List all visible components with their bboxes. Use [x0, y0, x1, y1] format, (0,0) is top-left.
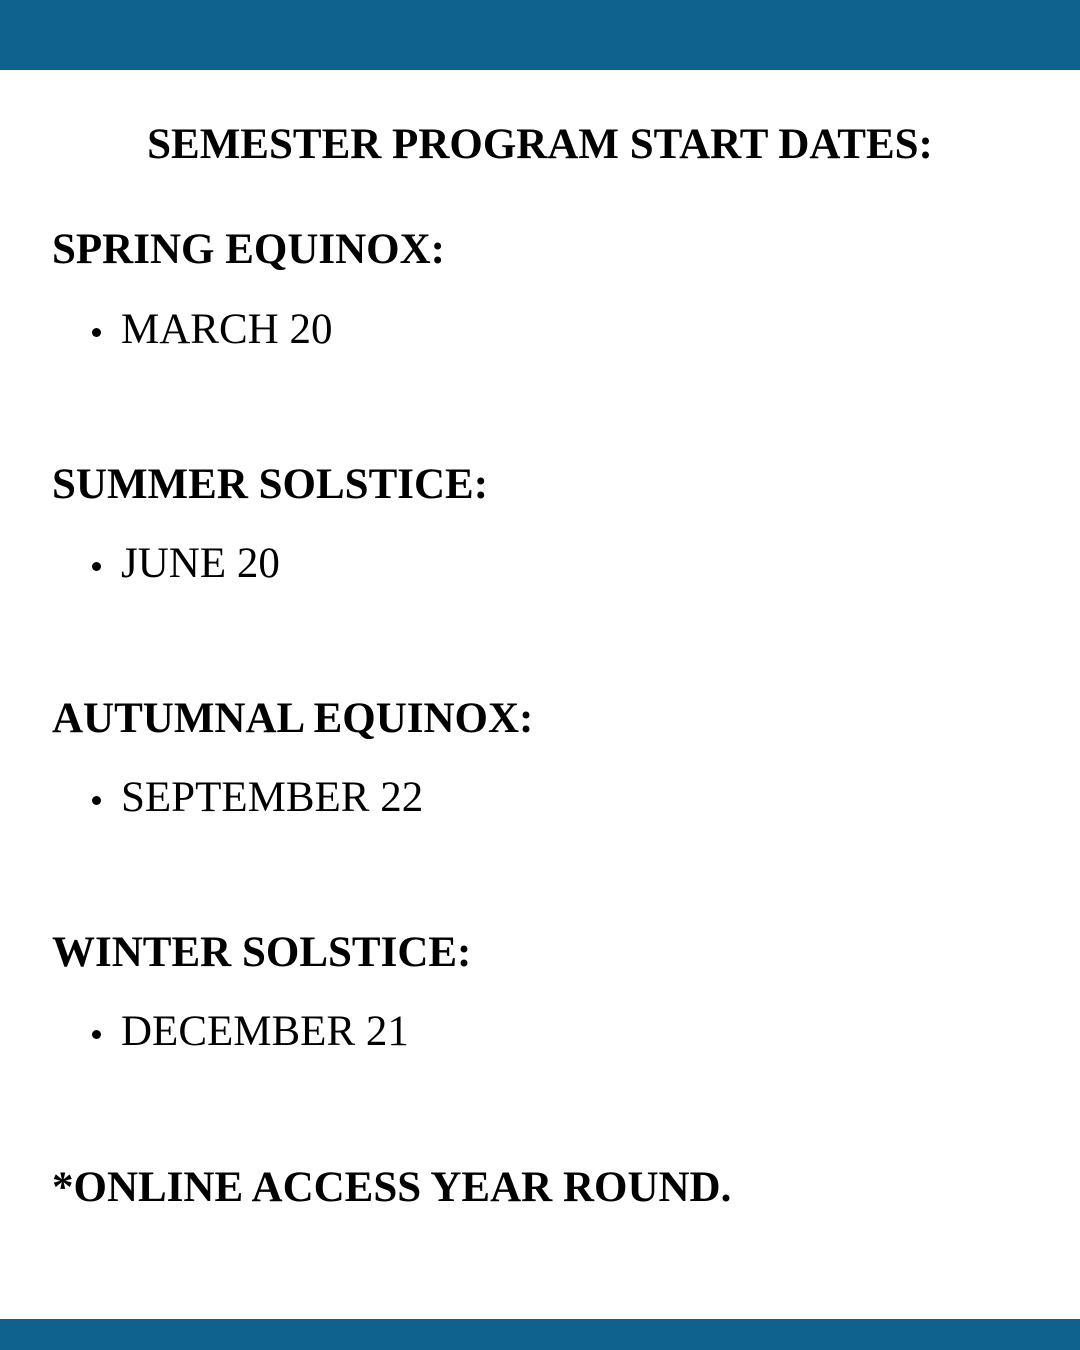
bullet-icon: [92, 328, 101, 337]
list-item-winter-date: [92, 1007, 409, 1057]
section-heading-summer: SUMMER SOLSTICE:: [52, 461, 489, 508]
section-heading-spring: SPRING EQUINOX:: [52, 226, 446, 273]
bottom-color-band: [0, 1319, 1080, 1350]
section-heading-autumnal: AUTUMNAL EQUINOX:: [52, 695, 534, 742]
footnote: *ONLINE ACCESS YEAR ROUND.: [52, 1164, 732, 1211]
date-text: SEPTEMBER 22: [121, 774, 424, 821]
bullet-icon: [92, 1030, 101, 1039]
list-item-autumnal-date: [92, 773, 423, 823]
section-heading-winter: WINTER SOLSTICE:: [52, 929, 472, 976]
date-text: DECEMBER 21: [121, 1008, 409, 1055]
bullet-icon: [92, 796, 101, 805]
list-item-summer-date: [92, 539, 280, 589]
page-title: SEMESTER PROGRAM START DATES:: [147, 121, 933, 168]
bullet-icon: [92, 562, 101, 571]
list-item-spring-date: [92, 305, 332, 355]
date-text: JUNE 20: [121, 540, 280, 587]
date-text: MARCH 20: [121, 306, 333, 353]
top-color-band: [0, 0, 1080, 70]
